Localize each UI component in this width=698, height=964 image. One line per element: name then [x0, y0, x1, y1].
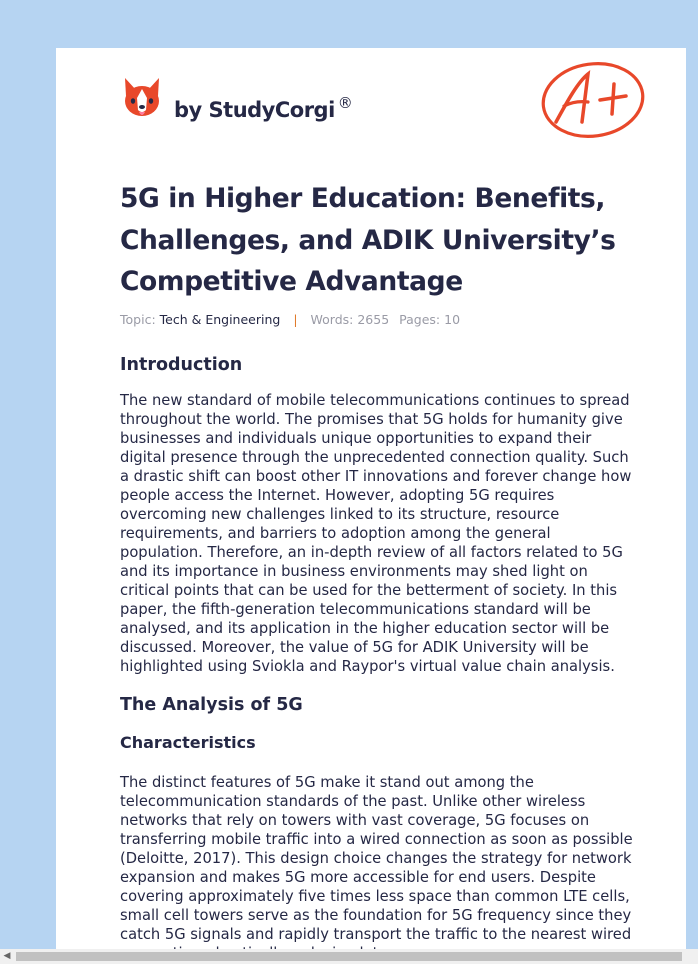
corgi-logo-icon — [122, 76, 162, 120]
a-plus-grade-badge — [538, 60, 648, 140]
horizontal-scrollbar[interactable] — [0, 949, 698, 964]
introduction-heading: Introduction — [120, 355, 243, 375]
topic-label: Topic: — [120, 312, 156, 327]
characteristics-heading: Characteristics — [120, 733, 256, 752]
page-title: 5G in Higher Education: Benefits, Challenges, and ADIK University’s Competitive Advantage — [120, 183, 616, 297]
brand-logo-text[interactable] — [174, 94, 352, 122]
word-count: Words: 2655 — [310, 312, 390, 327]
characteristics-paragraph: The distinct features of 5G make it stand out among the telecommunication standards of the past. Unlike other wireless networks that rely on towers with vast coverage, 5G focuses on transferring mobile traffic into a wired connection as soon as possible (Deloitte, 2017). This design choice changes the strategy for network expansion and makes 5G more accessible for end users. Despite covering approximately five times less space than common LTE cells, small cell towers serve as the foundation for 5G frequency since they catch 5G signals and rapidly transport the traffic to the nearest wired — [120, 774, 633, 943]
scroll-left-arrow-icon[interactable]: ◀ — [3, 951, 11, 961]
document-page — [56, 48, 686, 950]
registered-mark: ® — [337, 94, 353, 112]
document-meta — [120, 312, 460, 327]
introduction-paragraph: The new standard of mobile telecommunications continues to spread throughout the world. The promises that 5G holds for humanity give businesses and individuals unique opportunities to expand their digital presence through the unprecedented connection quality. Such a drastic shift can boost other IT innovations and forever change how people access the Internet. However, adopting 5G requires overcoming new challenges linked to its structure, resource requirements, and barriers to adoption among the general population. Therefore, an in-depth review of all factors related to 5G and its importance in business environments may shed light on critical points that can be used for the betterment of society. In this paper, the fifth-generation telecommunications standard will be analysed, and its application in the higher education sector will be discussed. Moreover, the value of 5G for ADIK University will be highlighted using Sviokla and Raypor's virtual value chain analysis. — [120, 392, 632, 675]
brand-name: by StudyCorgi — [174, 98, 335, 122]
page-count: Pages: 10 — [399, 312, 461, 327]
topic-link[interactable]: Tech & Engineering — [159, 312, 281, 327]
scrollbar-thumb[interactable] — [16, 952, 682, 961]
analysis-heading: The Analysis of 5G — [120, 695, 303, 715]
meta-separator: | — [293, 312, 298, 327]
